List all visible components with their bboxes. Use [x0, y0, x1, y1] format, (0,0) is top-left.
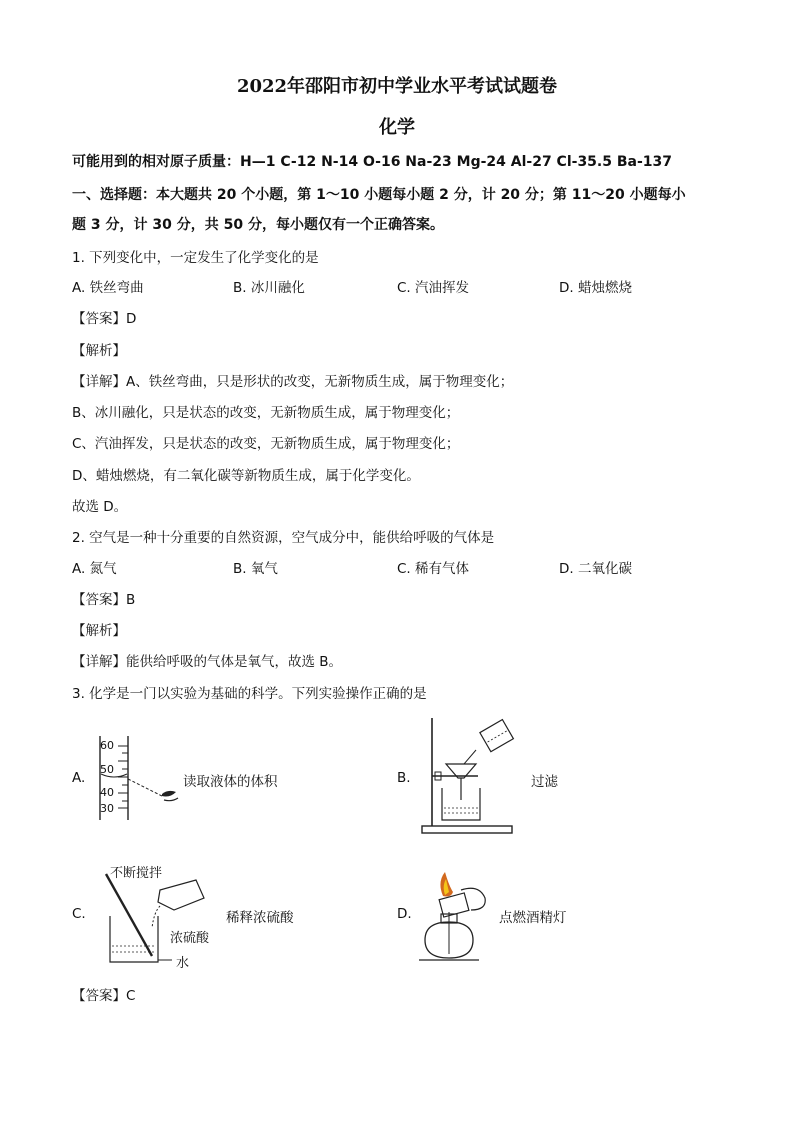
- q2-option-d: D. 二氧化碳: [559, 561, 632, 577]
- alcohol-lamp-figure: [415, 868, 501, 966]
- scale-label: 30: [100, 802, 114, 815]
- subject-title: 化学: [379, 117, 415, 138]
- q3-option-c-letter: C.: [72, 906, 86, 922]
- dilution-figure: [96, 872, 212, 970]
- q2-option-c: C. 稀有气体: [397, 561, 470, 577]
- q2-option-b: B. 氧气: [233, 561, 278, 577]
- q1-option-b: B. 冰川融化: [233, 280, 305, 296]
- q2-answer: 【答案】B: [72, 592, 136, 608]
- q1-answer: 【答案】D: [72, 311, 137, 327]
- q1-stem: 1. 下列变化中，一定发生了化学变化的是: [72, 250, 319, 266]
- q3-option-d-caption: 点燃酒精灯: [499, 910, 567, 926]
- atomic-masses: 可能用到的相对原子质量：H—1 C-12 N-14 O-16 Na-23 Mg-24 Al-27 Cl-35.5 Ba-137: [72, 154, 673, 170]
- q3-option-d-letter: D.: [397, 906, 412, 922]
- q3-option-b-letter: B.: [397, 770, 411, 786]
- label-acid: 浓硫酸: [170, 931, 210, 946]
- q1-detail-line: D、蜡烛燃烧，有二氧化碳等新物质生成，属于化学变化。: [72, 468, 420, 484]
- q3-answer: 【答案】C: [72, 988, 136, 1004]
- scale-label: 60: [100, 739, 114, 752]
- q1-detail-line: 【详解】A、铁丝弯曲，只是形状的改变，无新物质生成，属于物理变化；: [72, 374, 514, 390]
- label-stir: 不断搅拌: [110, 866, 163, 881]
- q2-option-a: A. 氮气: [72, 561, 117, 577]
- q3-option-c-caption: 稀释浓硫酸: [226, 910, 294, 926]
- q2-detail: 【详解】能供给呼吸的气体是氧气，故选 B。: [72, 654, 343, 670]
- section-heading-line2: 题 3 分，计 30 分，共 50 分，每小题仅有一个正确答案。: [72, 217, 444, 233]
- q1-detail-line: C、汽油挥发，只是状态的改变，无新物质生成，属于物理变化；: [72, 436, 460, 452]
- q3-option-a-caption: 读取液体的体积: [183, 774, 278, 790]
- page-title: 2022年邵阳市初中学业水平考试试题卷: [236, 76, 558, 97]
- q2-stem: 2. 空气是一种十分重要的自然资源，空气成分中，能供给呼吸的气体是: [72, 530, 495, 546]
- q1-detail-line: B、冰川融化，只是状态的改变，无新物质生成，属于物理变化；: [72, 405, 460, 421]
- q3-option-b-caption: 过滤: [531, 774, 558, 790]
- scale-label: 40: [100, 786, 114, 799]
- q1-option-c: C. 汽油挥发: [397, 280, 470, 296]
- q1-detail-line: 故选 D。: [72, 499, 128, 515]
- q3-option-a-letter: A.: [72, 770, 86, 786]
- q2-analysis: 【解析】: [72, 623, 126, 639]
- filtration-apparatus-figure: [418, 716, 518, 836]
- section-heading-line1: 一、选择题：本大题共 20 个小题，第 1～10 小题每小题 2 分，计 20 分；第 11～20 小题每小: [72, 187, 686, 203]
- label-water: 水: [176, 956, 190, 971]
- q1-option-a: A. 铁丝弯曲: [72, 280, 144, 296]
- q3-stem: 3. 化学是一门以实验为基础的科学。下列实验操作正确的是: [72, 686, 427, 702]
- q1-option-d: D. 蜡烛燃烧: [559, 280, 632, 296]
- q1-analysis: 【解析】: [72, 343, 126, 359]
- scale-label: 50: [100, 763, 114, 776]
